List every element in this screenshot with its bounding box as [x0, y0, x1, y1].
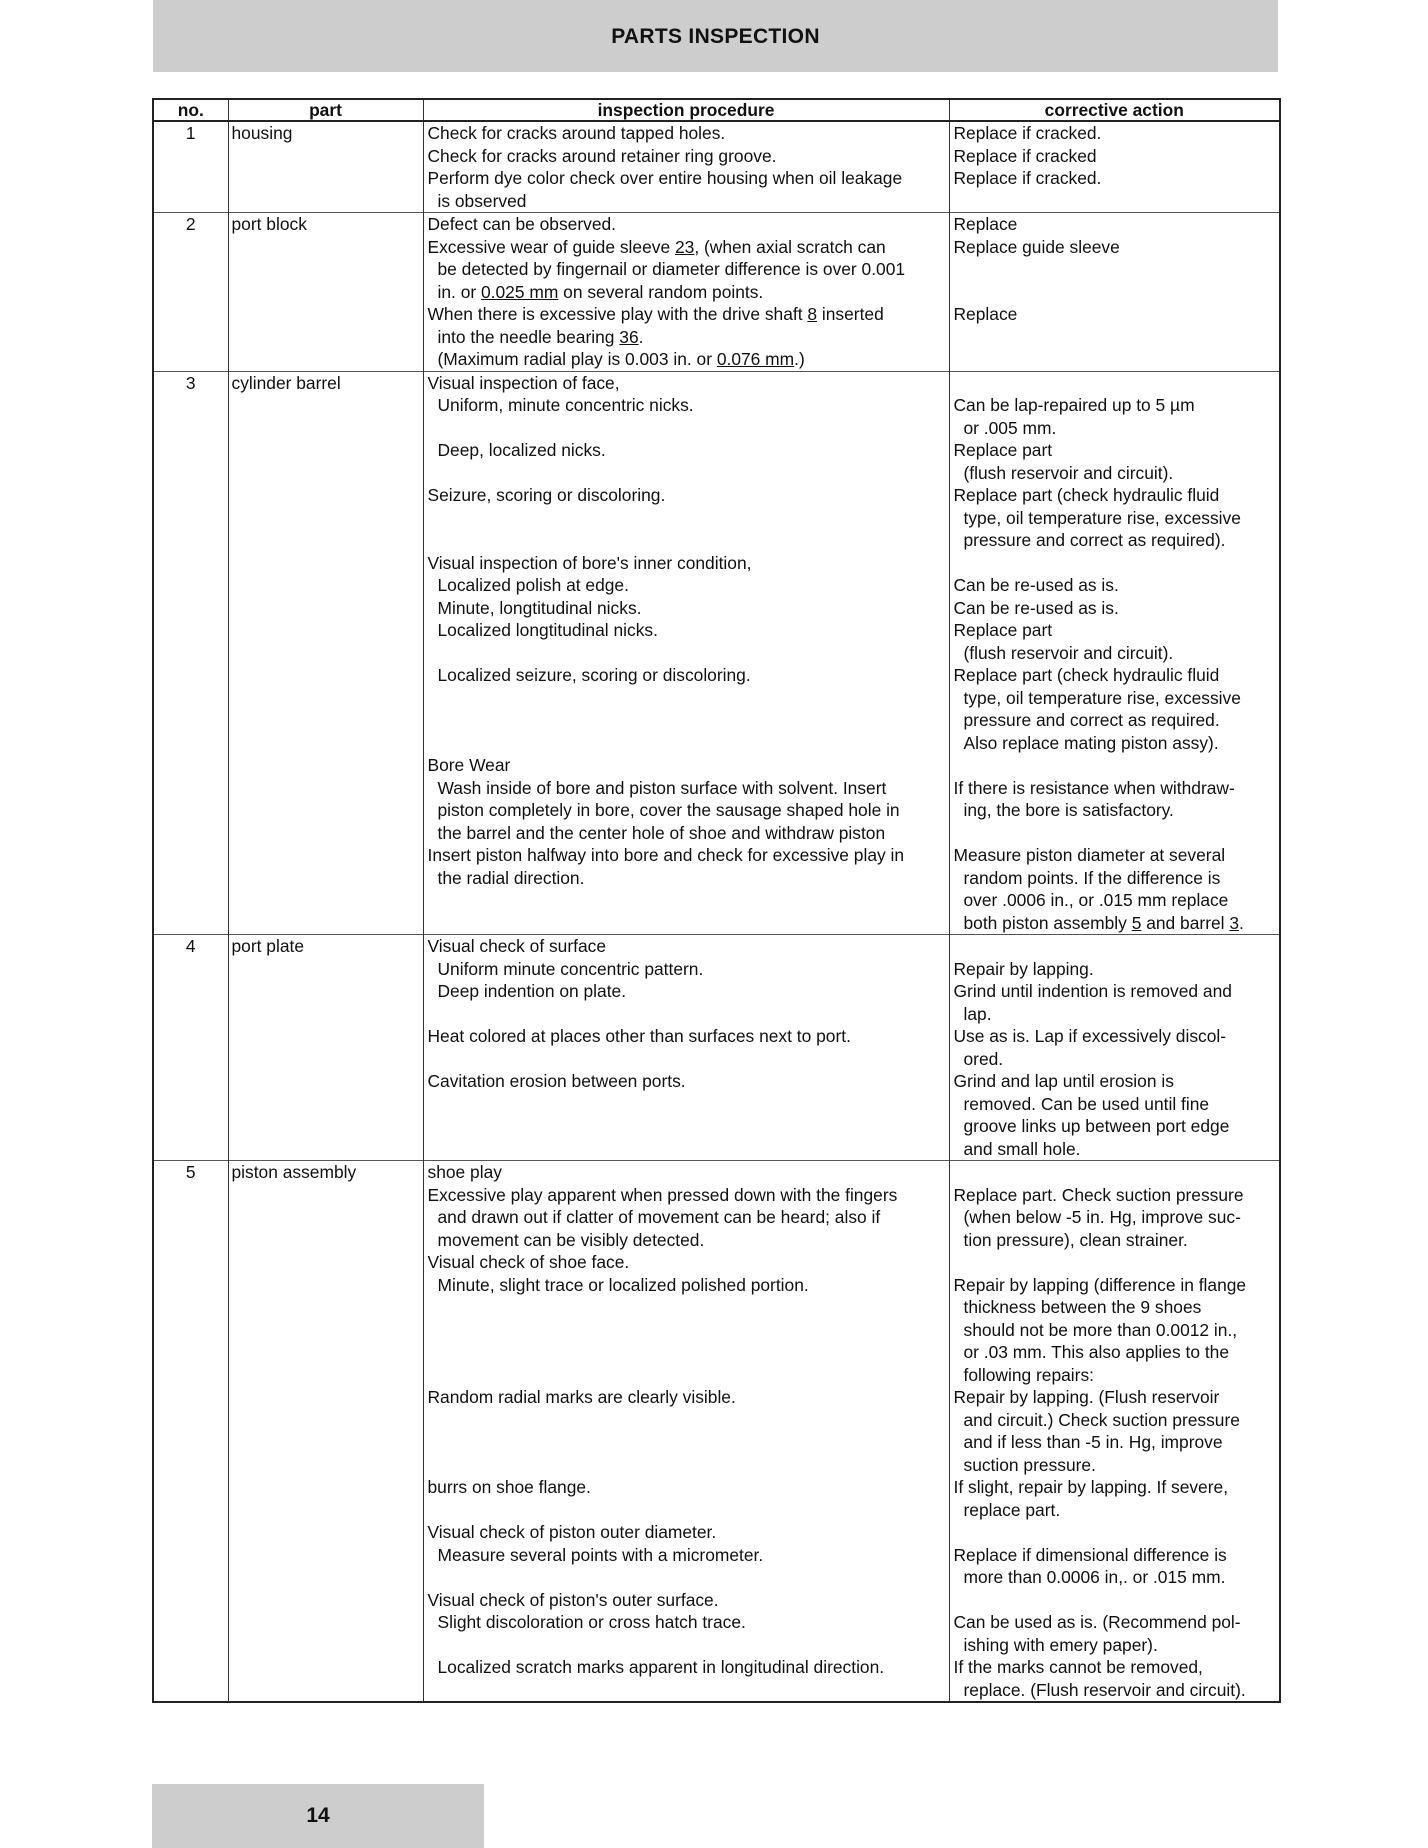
row-number: 2: [185, 214, 196, 234]
text-line: Seizure, scoring or discoloring.: [427, 485, 666, 505]
text-line: Measure piston diameter at several: [953, 845, 1226, 865]
text-line: [428, 1003, 947, 1026]
text-line: [954, 372, 1278, 395]
text-line: ing, the bore is satisfactory.: [963, 800, 1174, 820]
text-line: [428, 1499, 947, 1522]
text-line: tion pressure), clean strainer.: [963, 1229, 1188, 1250]
text-line: [954, 935, 1278, 958]
text-segment: on several random points.: [558, 281, 764, 302]
text-line: Heat colored at places other than surfaces next to port.: [427, 1026, 851, 1046]
table-row: [153, 213, 1280, 372]
text-line: [428, 1431, 947, 1454]
table-row: [153, 1161, 1280, 1703]
text-line: [954, 326, 1278, 349]
text-line: ored.: [963, 1048, 1004, 1069]
text-line: Excessive play apparent when pressed down with the fingers: [427, 1184, 898, 1205]
text-line: and if less than -5 in. Hg, improve: [963, 1432, 1223, 1452]
text-line: Replace part (check hydraulic fluid: [953, 485, 1220, 505]
text-line: suction pressure.: [963, 1454, 1096, 1475]
text-line: Can be used as is. (Recommend pol-: [953, 1612, 1241, 1632]
column-header-part: part: [228, 99, 423, 121]
text-line: [428, 1319, 947, 1342]
page-title: PARTS INSPECTION: [611, 25, 820, 48]
text-line: If slight, repair by lapping. If severe,: [953, 1477, 1229, 1497]
text-line: [954, 754, 1278, 777]
text-segment: When there is excessive play with the drive shaft: [427, 304, 808, 324]
text-line: Wash inside of bore and piston surface with solvent. Insert: [437, 777, 887, 798]
text-line: [954, 281, 1278, 304]
text-line: Check for cracks around tapped holes.: [427, 123, 726, 143]
text-line: Grind until indention is removed and: [953, 981, 1232, 1001]
text-segment: (Maximum radial play is 0.003 in. or: [437, 349, 717, 369]
text-line: Visual check of piston's outer surface.: [427, 1589, 719, 1610]
part-name: port block: [228, 213, 423, 372]
text-line: Visual check of shoe face.: [427, 1252, 630, 1272]
text-line: [954, 822, 1278, 845]
text-line: following repairs:: [963, 1364, 1094, 1385]
part-name: cylinder barrel: [228, 371, 423, 935]
text-segment: in. or: [437, 281, 481, 302]
text-line: movement can be visibly detected.: [437, 1229, 705, 1250]
text-line: Replace guide sleeve: [953, 236, 1120, 257]
text-line: [428, 236, 947, 259]
text-line: If there is resistance when withdraw-: [953, 777, 1235, 798]
header-bar: [153, 0, 1278, 72]
text-line: Check for cracks around retainer ring groove.: [427, 145, 777, 166]
text-line: Deep indention on plate.: [437, 981, 627, 1001]
text-line: groove links up between port edge: [963, 1116, 1230, 1136]
text-line: thickness between the 9 shoes: [963, 1297, 1202, 1317]
text-line: [428, 1409, 947, 1432]
text-line: pressure and correct as required).: [963, 530, 1226, 550]
text-segment: both piston assembly: [963, 912, 1132, 933]
text-line: Minute, slight trace or localized polished portion.: [437, 1274, 809, 1295]
text-line: piston completely in bore, cover the sausage shaped hole in: [437, 800, 900, 820]
inspection-procedure-cell: [423, 1161, 949, 1703]
text-line: [428, 1566, 947, 1589]
text-line: Visual check of piston outer diameter.: [427, 1522, 717, 1542]
text-line: Replace if cracked: [953, 145, 1097, 166]
table-row: [153, 935, 1280, 1161]
text-line: [428, 529, 947, 552]
reference-number: 0.025 mm: [481, 281, 559, 302]
text-line: burrs on shoe flange.: [427, 1477, 591, 1497]
reference-number: 23: [674, 236, 695, 257]
text-segment: and barrel: [1141, 912, 1230, 933]
text-segment: , (when axial scratch can: [694, 236, 886, 257]
text-line: Grind and lap until erosion is: [953, 1071, 1174, 1091]
corrective-action-cell: [949, 935, 1280, 1161]
text-line: [954, 258, 1278, 281]
text-line: [428, 1296, 947, 1319]
text-segment: inserted: [817, 304, 884, 324]
text-line: Uniform, minute concentric nicks.: [437, 395, 694, 415]
text-line: [428, 462, 947, 485]
text-line: [954, 1521, 1278, 1544]
text-line: [428, 687, 947, 710]
text-line: over .0006 in., or .015 mm replace: [963, 890, 1229, 910]
text-line: Repair by lapping (difference in flange: [953, 1274, 1247, 1295]
text-line: ishing with emery paper).: [963, 1634, 1158, 1655]
text-line: Localized longtitudinal nicks.: [437, 620, 658, 640]
text-line: Visual inspection of face,: [427, 372, 620, 393]
text-line: Visual check of surface: [427, 936, 607, 956]
text-line: [954, 1589, 1278, 1612]
text-line: the barrel and the center hole of shoe and withdraw piston: [437, 822, 886, 843]
text-line: Visual inspection of bore's inner condition,: [427, 552, 752, 573]
reference-number: 0.076 mm: [716, 349, 795, 369]
text-line: Replace if cracked.: [953, 123, 1102, 143]
inspection-procedure-cell: [423, 935, 949, 1161]
text-line: [428, 417, 947, 440]
text-line: (flush reservoir and circuit).: [963, 642, 1174, 663]
text-line: Cavitation erosion between ports.: [427, 1071, 686, 1091]
text-line: Repair by lapping.: [953, 958, 1094, 979]
text-line: and circuit.) Check suction pressure: [963, 1409, 1240, 1430]
text-segment: .): [794, 349, 805, 369]
text-line: [428, 709, 947, 732]
text-line: [428, 303, 947, 326]
text-line: [428, 507, 947, 530]
text-line: Use as is. Lap if excessively discol-: [953, 1026, 1227, 1046]
row-number: 3: [185, 372, 196, 393]
text-line: (flush reservoir and circuit).: [963, 462, 1174, 483]
text-line: the radial direction.: [437, 867, 585, 888]
text-line: Perform dye color check over entire housing when oil leakage: [427, 168, 903, 188]
text-line: type, oil temperature rise, excessive: [963, 507, 1241, 528]
text-line: Can be re-used as is.: [953, 597, 1119, 618]
text-line: Random radial marks are clearly visible.: [427, 1387, 736, 1407]
text-line: [954, 1251, 1278, 1274]
text-line: lap.: [963, 1003, 992, 1024]
text-line: is observed: [437, 190, 527, 211]
text-line: or .005 mm.: [963, 417, 1057, 438]
text-line: [428, 1048, 947, 1071]
text-segment: into the needle bearing: [437, 326, 620, 347]
text-line: Insert piston halfway into bore and check for excessive play in: [427, 845, 905, 865]
text-line: [954, 190, 1278, 213]
text-line: [428, 1679, 947, 1702]
text-line: and small hole.: [963, 1138, 1081, 1159]
text-segment: .: [638, 326, 644, 347]
text-line: Measure several points with a micrometer.: [437, 1544, 764, 1565]
row-number: 4: [185, 936, 196, 956]
part-name: piston assembly: [228, 1161, 423, 1703]
part-name: port plate: [228, 935, 423, 1161]
text-line: removed. Can be used until fine: [963, 1093, 1210, 1114]
text-line: shoe play: [427, 1162, 502, 1182]
text-line: Replace: [953, 304, 1018, 324]
text-line: Replace part: [953, 440, 1053, 460]
text-line: [428, 642, 947, 665]
text-line: [954, 912, 1278, 935]
text-line: and drawn out if clatter of movement can be heard; also if: [437, 1207, 881, 1227]
text-line: [428, 1138, 947, 1161]
text-line: Slight discoloration or cross hatch trace.: [437, 1612, 746, 1632]
text-line: Defect can be observed.: [427, 214, 617, 234]
text-line: pressure and correct as required.: [963, 710, 1220, 730]
text-line: more than 0.0006 in,. or .015 mm.: [963, 1567, 1226, 1587]
text-line: be detected by fingernail or diameter difference is over 0.001: [437, 259, 906, 279]
text-line: [428, 1634, 947, 1657]
text-line: replace. (Flush reservoir and circuit).: [963, 1679, 1246, 1700]
text-line: [428, 326, 947, 349]
text-line: Can be lap-repaired up to 5 µm: [953, 395, 1195, 415]
reference-number: 3: [1229, 912, 1240, 933]
text-line: Localized scratch marks apparent in longitudinal direction.: [437, 1657, 885, 1677]
column-header-procedure: inspection procedure: [423, 99, 949, 121]
text-segment: Excessive wear of guide sleeve: [427, 236, 675, 257]
inspection-procedure-cell: [423, 213, 949, 372]
text-line: Replace: [953, 214, 1018, 234]
footer-bar: [152, 1784, 484, 1848]
row-number: 1: [185, 123, 196, 143]
text-line: or .03 mm. This also applies to the: [963, 1342, 1229, 1362]
text-line: [428, 1093, 947, 1116]
page-number: 14: [306, 1804, 330, 1827]
text-line: Repair by lapping. (Flush reservoir: [953, 1387, 1220, 1407]
text-line: [428, 1364, 947, 1387]
column-header-no: no.: [153, 99, 228, 121]
reference-number: 8: [807, 304, 818, 324]
table-row: [153, 371, 1280, 935]
text-line: Uniform minute concentric pattern.: [437, 958, 704, 979]
text-line: [428, 732, 947, 755]
text-segment: .: [1239, 912, 1244, 933]
inspection-table: [152, 98, 1281, 1703]
text-line: replace part.: [963, 1499, 1061, 1520]
text-line: [428, 1454, 947, 1477]
text-line: [428, 281, 947, 304]
text-line: Replace part. Check suction pressure: [953, 1184, 1244, 1205]
reference-number: 5: [1131, 912, 1142, 933]
text-line: [428, 1341, 947, 1364]
text-line: should not be more than 0.0012 in.,: [963, 1319, 1238, 1340]
text-line: Localized polish at edge.: [437, 575, 629, 595]
text-line: Also replace mating piston assy).: [963, 732, 1219, 753]
corrective-action-cell: [949, 371, 1280, 935]
corrective-action-cell: [949, 1161, 1280, 1703]
text-line: Replace part: [953, 620, 1053, 640]
text-line: Localized seizure, scoring or discoloring.: [437, 665, 751, 685]
table-header-row: [153, 99, 1280, 121]
text-line: [954, 552, 1278, 575]
inspection-procedure-cell: [423, 371, 949, 935]
text-line: Bore Wear: [427, 755, 511, 775]
text-line: type, oil temperature rise, excessive: [963, 687, 1241, 708]
row-number: 5: [185, 1162, 196, 1182]
text-line: Minute, longtitudinal nicks.: [437, 597, 642, 618]
text-line: [428, 889, 947, 912]
text-line: [428, 912, 947, 935]
text-line: (when below -5 in. Hg, improve suc-: [963, 1207, 1241, 1227]
text-line: [954, 348, 1278, 371]
text-line: Deep, localized nicks.: [437, 440, 606, 460]
text-line: [428, 1115, 947, 1138]
corrective-action-cell: [949, 121, 1280, 213]
text-line: [428, 348, 947, 371]
text-line: Replace part (check hydraulic fluid: [953, 665, 1220, 685]
table-row: [153, 121, 1280, 213]
inspection-procedure-cell: [423, 121, 949, 213]
column-header-action: corrective action: [949, 99, 1280, 121]
text-line: [954, 1161, 1278, 1184]
text-line: Replace if cracked.: [953, 168, 1102, 188]
text-line: random points. If the difference is: [963, 867, 1221, 888]
part-name: housing: [228, 121, 423, 213]
reference-number: 36: [619, 326, 639, 347]
text-line: Replace if dimensional difference is: [953, 1544, 1227, 1565]
text-line: If the marks cannot be removed,: [953, 1657, 1203, 1677]
text-line: Can be re-used as is.: [953, 575, 1119, 595]
corrective-action-cell: [949, 213, 1280, 372]
